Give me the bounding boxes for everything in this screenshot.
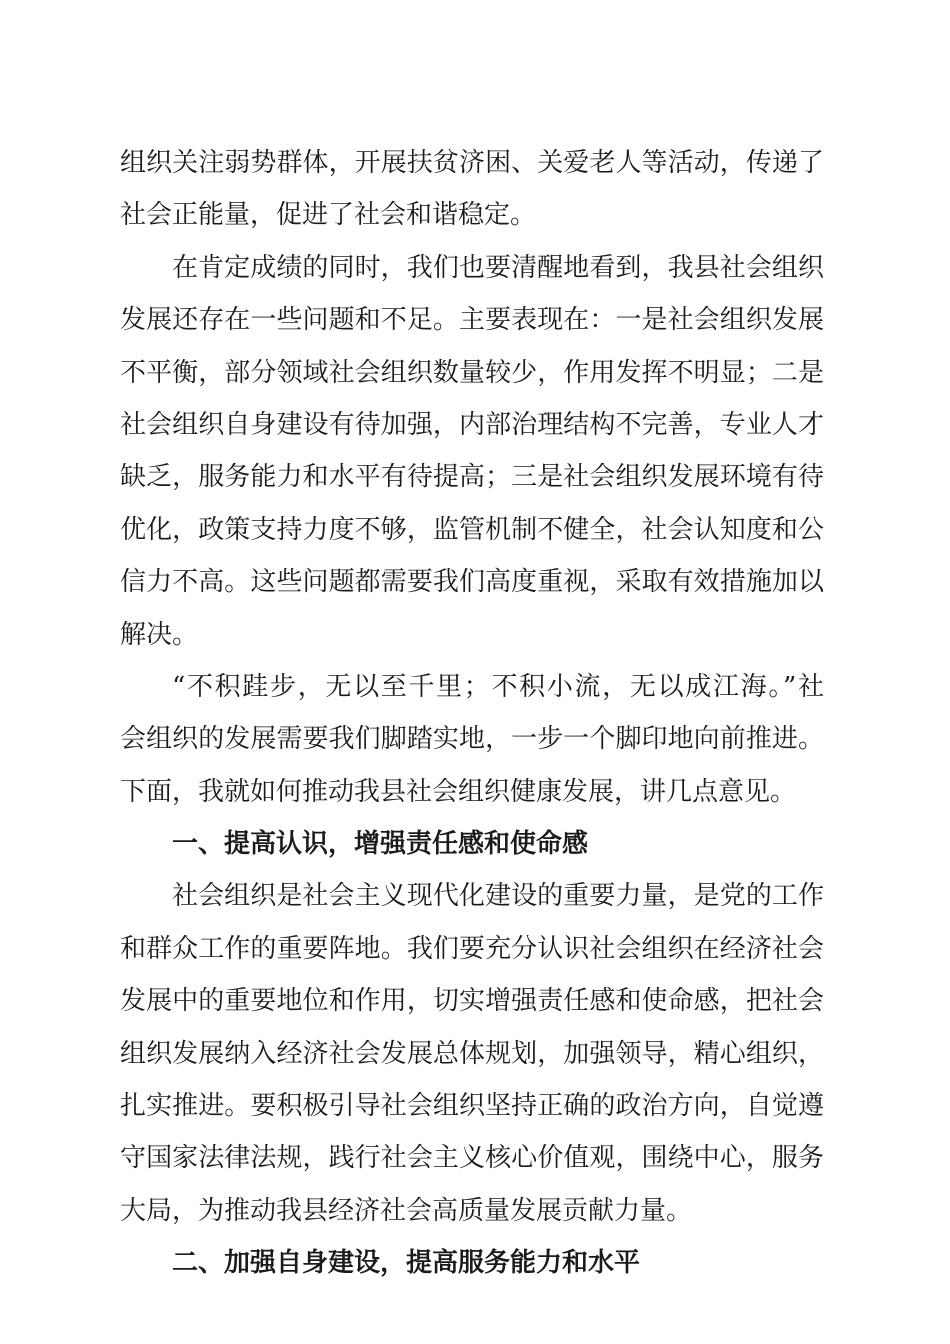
text-line: 守国家法律法规，践行社会主义核心价值观，围绕中心，服务	[120, 1143, 824, 1174]
text-line: 在肯定成绩的同时，我们也要清醒地看到，我县社会组织	[172, 252, 824, 283]
text-line: 大局，为推动我县经济社会高质量发展贡献力量。	[120, 1195, 693, 1226]
text-line: 社会组织自身建设有待加强，内部治理结构不完善，专业人才	[120, 409, 824, 440]
text-line: 不平衡，部分领域社会组织数量较少，作用发挥不明显；二是	[120, 357, 824, 388]
document-body	[120, 137, 824, 1290]
text-line: 信力不高。这些问题都需要我们高度重视，采取有效措施加以	[120, 567, 824, 598]
text-line: 社会组织是社会主义现代化建设的重要力量，是党的工作	[172, 881, 824, 912]
section-heading: 一、提高认识，增强责任感和使命感	[172, 829, 589, 860]
text-line: “不积跬步，无以至千里；不积小流，无以成江海。”社	[172, 671, 824, 702]
text-line: 发展中的重要地位和作用，切实增强责任感和使命感，把社会	[120, 986, 824, 1017]
text-line: 扎实推进。要积极引导社会组织坚持正确的政治方向，自觉遵	[120, 1091, 824, 1122]
text-line: 和群众工作的重要阵地。我们要充分认识社会组织在经济社会	[120, 933, 824, 964]
text-line: 组织发展纳入经济社会发展总体规划，加强领导，精心组织，	[120, 1038, 824, 1069]
text-line: 优化，政策支持力度不够，监管机制不健全，社会认知度和公	[120, 514, 824, 545]
text-line: 发展还存在一些问题和不足。主要表现在：一是社会组织发展	[120, 305, 824, 336]
text-line: 下面，我就如何推动我县社会组织健康发展，讲几点意见。	[120, 776, 797, 807]
text-line: 会组织的发展需要我们脚踏实地，一步一个脚印地向前推进。	[120, 724, 824, 755]
section-heading: 二、加强自身建设，提高服务能力和水平	[172, 1248, 641, 1279]
text-line: 组织关注弱势群体，开展扶贫济困、关爱老人等活动，传递了	[120, 148, 824, 178]
text-line: 缺乏，服务能力和水平有待提高；三是社会组织发展环境有待	[120, 462, 824, 493]
text-line: 社会正能量，促进了社会和谐稳定。	[120, 200, 537, 231]
text-line: 解决。	[120, 619, 199, 650]
